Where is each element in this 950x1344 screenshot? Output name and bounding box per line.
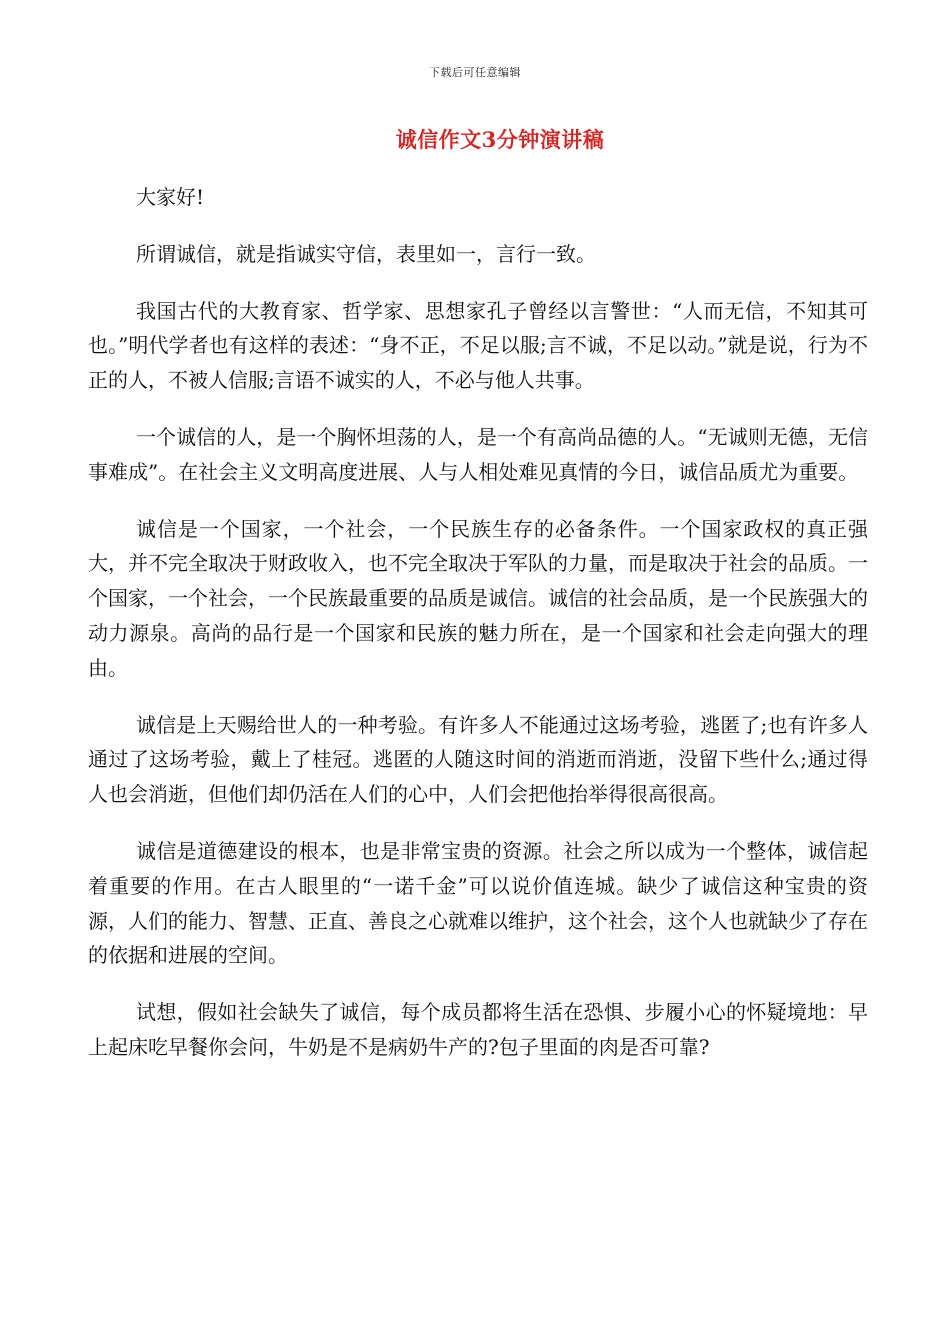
paragraph-definition: 所谓诚信，就是指诚实守信，表里如一，言行一致。 [136, 241, 596, 266]
paragraph-test: 诚信是上天赐给世人的一种考验。有许多人不能通过这场考验，逃匿了;也有许多人通过了这场考验，戴上了桂冠。逃匿的人随这时间的消逝而消逝，没留下些什么;通过得人也会消逝，但他们却仍活在人们的心中，人们会把他抬举得很高很高。 [88, 712, 868, 807]
header-note: 下载后可任意编辑 [429, 66, 521, 79]
document-body [88, 180, 868, 1087]
paragraph-confucius: 我国古代的大教育家、哲学家、思想家孔子曾经以言警世：“人而无信，不知其可也。”明代学者也有这样的表述：“身不正，不足以服;言不诚，不足以动。”就是说，行为不正的人，不被人信服;言语不诚实的人，不必与他人共事。 [88, 298, 868, 393]
paragraph-morality: 诚信是道德建设的根本，也是非常宝贵的资源。社会之所以成为一个整体，诚信起着重要的作用。在古人眼里的“一诺千金”可以说价值连城。缺少了诚信这种宝贵的资源，人们的能力、智慧、正直、善良之心就难以维护，这个社会，这个人也就缺少了存在的依据和进展的空间。 [88, 838, 868, 968]
paragraph-greeting: 大家好! [136, 185, 205, 209]
document-title: 诚信作文3分钟演讲稿 [395, 127, 605, 152]
paragraph-integrity-person: 一个诚信的人，是一个胸怀坦荡的人，是一个有高尚品德的人。“无诚则无德，无信事难成”。在社会主义文明高度进展、人与人相处难见真情的今日，诚信品质尤为重要。 [88, 424, 868, 484]
paragraph-nation: 诚信是一个国家，一个社会，一个民族生存的必备条件。一个国家政权的真正强大，并不完全取决于财政收入，也不完全取决于军队的力量，而是取决于社会的品质。一个国家，一个社会，一个民族最重要的品质是诚信。诚信的社会品质，是一个民族强大的动力源泉。高尚的品行是一个国家和民族的魅力所在，是一个国家和社会走向强大的理由。 [88, 516, 868, 680]
paragraph-imagine: 试想，假如社会缺失了诚信，每个成员都将生活在恐惧、步履小心的怀疑境地：早上起床吃早餐你会问，牛奶是不是病奶牛产的?包子里面的肉是否可靠? [88, 1000, 868, 1059]
